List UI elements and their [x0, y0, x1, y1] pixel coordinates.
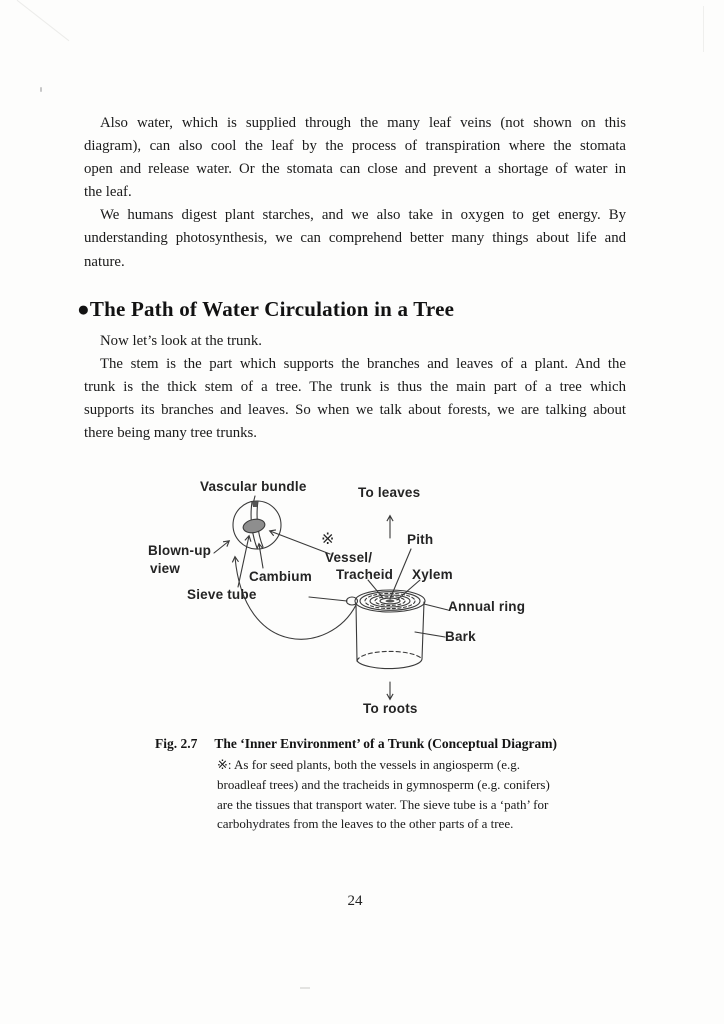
label-xylem: Xylem: [412, 567, 453, 582]
scan-artifact: [300, 987, 310, 989]
label-sieve-tube: Sieve tube: [187, 587, 257, 602]
text-line: there being many tree trunks.: [84, 425, 257, 442]
blown-up-pointer-arrow: [214, 541, 229, 553]
trunk-side-left: [356, 604, 357, 661]
text-line: We humans digest plant starches, and we also take in oxygen to get energy. By: [100, 207, 626, 224]
label-annual-ring: Annual ring: [448, 599, 526, 614]
sieve-tube-to-trunk-line: [309, 597, 347, 601]
label-vascular-bundle: Vascular bundle: [200, 479, 307, 494]
scan-artifact: [17, 0, 70, 41]
label-bark: Bark: [445, 629, 476, 644]
trunk-diagram: [130, 475, 575, 731]
section-bullet-icon: ●: [77, 297, 90, 321]
text-line: Also water, which is supplied through the many leaf veins (not shown on this: [100, 115, 626, 131]
label-view: view: [150, 561, 181, 576]
figure-number: Fig. 2.7: [155, 736, 198, 751]
label-to-leaves: To leaves: [358, 485, 421, 500]
label-vessel: Vessel/: [325, 550, 373, 565]
text-line: Now let’s look at the trunk.: [100, 333, 262, 349]
reference-mark-icon: ※: [321, 531, 335, 548]
band-top-notch: [252, 501, 258, 507]
figure-title: The ‘Inner Environment’ of a Trunk (Conceptual Diagram): [214, 736, 558, 751]
page-number: 24: [347, 893, 363, 909]
text-line: supports its branches and leaves. So when we talk about forests, we are talking about: [84, 402, 626, 419]
section-title: The Path of Water Circulation in a Tree: [89, 297, 455, 321]
vascular-bundle-shape: [242, 517, 266, 534]
text-line: the leaf.: [84, 184, 132, 201]
sieve-tube-arrow: [238, 536, 249, 587]
label-blown-up: Blown-up: [148, 543, 212, 558]
text-line: The stem is the part which supports the branches and leaves of a plant. And the: [100, 356, 626, 373]
label-to-roots: To roots: [363, 701, 418, 716]
trunk-bottom-front-edge: [357, 659, 422, 669]
label-pith: Pith: [407, 532, 434, 547]
section-heading: [77, 297, 454, 322]
text-line: trunk is the thick stem of a tree. The trunk is thus the main part of a tree which: [84, 379, 626, 396]
caption-note: [217, 755, 635, 834]
blown-up-circle: [233, 496, 281, 549]
caption-note-line: carbohydrates from the leaves to the other parts of a tree.: [217, 816, 514, 832]
section-paragraphs: [84, 330, 626, 445]
trunk-cylinder: [347, 590, 426, 669]
trunk-bottom-back-edge: [357, 651, 422, 661]
caption-note-line: broadleaf trees) and the tracheids in gymnosperm (e.g. conifers): [217, 776, 550, 792]
pith-center-dot: [386, 600, 395, 603]
intro-paragraphs: [84, 112, 626, 274]
annual-ring-pointer-line: [424, 604, 448, 610]
text-line: open and release water. Or the stomata can close and prevent a shortage of water in: [84, 161, 626, 178]
caption-heading: [155, 736, 635, 752]
text-line: diagram), can also cool the leaf by the process of transpiration where the stomata: [84, 138, 626, 155]
caption-note-line: are the tissues that transport water. The sieve tube is a ‘path’ for: [217, 796, 549, 812]
text-line: nature.: [84, 253, 125, 270]
bark-pointer-line: [415, 632, 445, 637]
scan-artifact: [703, 6, 704, 52]
caption-note-line: ※: As for seed plants, both the vessels in angiosperm (e.g.: [217, 757, 520, 772]
cambium-arrow: [259, 544, 263, 568]
scan-artifact: [40, 87, 42, 92]
label-cambium: Cambium: [249, 569, 312, 584]
trunk-side-right: [422, 602, 424, 659]
figure-caption: [155, 736, 635, 834]
label-tracheid: Tracheid: [336, 567, 394, 582]
text-line: understanding photosynthesis, we can comprehend better many things about life and: [84, 230, 626, 247]
